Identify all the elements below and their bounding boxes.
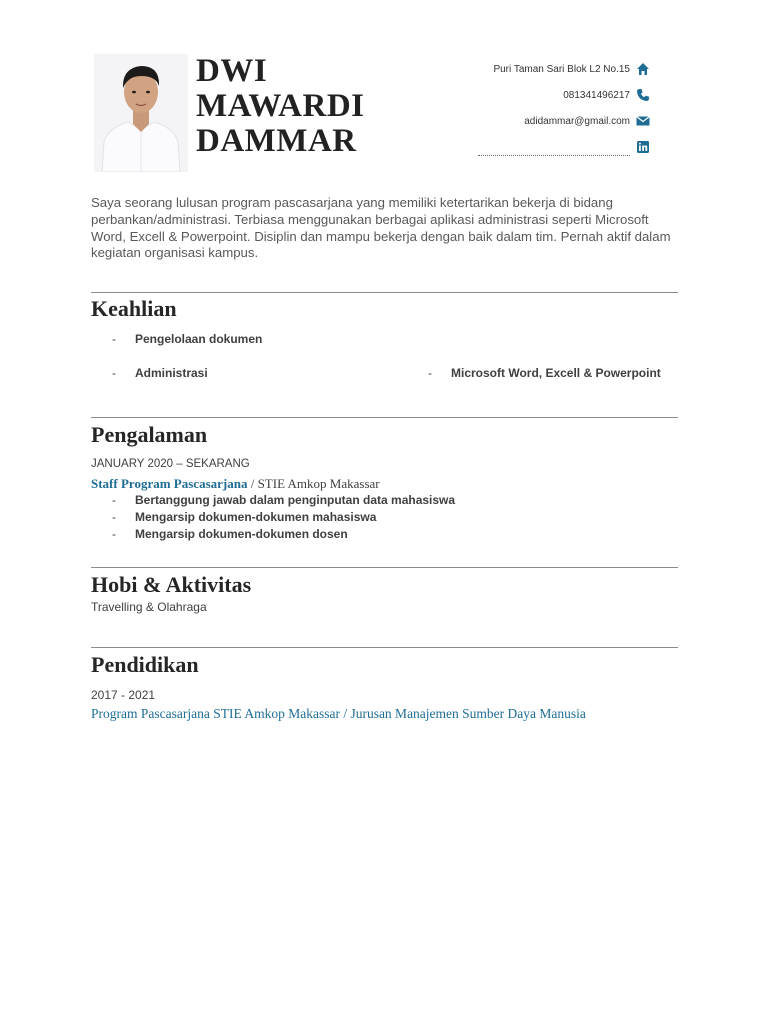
phone-icon <box>636 88 650 102</box>
list-item <box>112 527 455 544</box>
contact-phone <box>390 82 650 108</box>
job-duties <box>112 493 455 544</box>
job-title <box>91 476 380 492</box>
job-date: JANUARY 2020 – SEKARANG <box>91 458 250 470</box>
skill-label: Microsoft Word, Excell & Powerpoint <box>451 366 661 380</box>
job-organization: / STIE Amkop Makassar <box>247 476 380 491</box>
skill-item <box>428 366 661 380</box>
bullet-dash: - <box>112 527 116 541</box>
hobbies-heading: Hobi & Aktivitas <box>91 572 252 597</box>
education-years: 2017 - 2021 <box>91 688 156 702</box>
name-line: MAWARDI <box>196 88 365 124</box>
person-photo-icon <box>94 54 188 172</box>
skill-label: Administrasi <box>135 366 208 380</box>
home-icon <box>636 62 650 76</box>
contact-address <box>390 56 650 82</box>
bullet-dash: - <box>112 332 116 346</box>
profile-summary: Saya seorang lulusan program pascasarjana yang memiliki ketertarikan bekerja di bidang perbankan/administrasi. Terbiasa menggunakan berbagai aplikasi administrasi seperti Microsoft Word, Excell & Powerpoint. Disiplin dan mampu bekerja dengan baik dalam tim. Pernah aktif dalam kegiatan organisasi kampus. <box>91 195 671 261</box>
duty-text: Bertanggung jawab dalam penginputan data mahasiswa <box>135 493 456 507</box>
duty-text: Mengarsip dokumen-dokumen dosen <box>135 527 348 541</box>
linkedin-placeholder-line[interactable] <box>478 145 630 156</box>
name-line: DAMMAR <box>196 123 357 159</box>
list-item <box>112 493 455 510</box>
email-text[interactable]: adidammar@gmail.com <box>524 115 630 127</box>
skill-item <box>112 332 262 346</box>
linkedin-icon[interactable] <box>636 140 650 154</box>
education-program: Program Pascasarjana STIE Amkop Makassar / Jurusan Manajemen Sumber Daya Manusia <box>91 706 586 721</box>
section-divider <box>91 567 678 568</box>
job-role: Staff Program Pascasarjana <box>91 476 248 491</box>
education-heading: Pendidikan <box>91 652 199 677</box>
bullet-dash: - <box>112 493 116 507</box>
section-divider <box>91 417 678 418</box>
bullet-dash: - <box>428 366 432 380</box>
name-line: DWI <box>196 53 268 89</box>
bullet-dash: - <box>112 366 116 380</box>
contact-email <box>390 108 650 134</box>
skill-item <box>112 366 208 380</box>
hobbies-text: Travelling & Olahraga <box>91 600 207 614</box>
section-divider <box>91 292 678 293</box>
address-text: Puri Taman Sari Blok L2 No.15 <box>493 63 630 75</box>
skill-label: Pengelolaan dokumen <box>135 332 263 346</box>
profile-photo <box>94 54 188 172</box>
list-item <box>112 510 455 527</box>
skills-heading: Keahlian <box>91 296 177 321</box>
contact-block <box>390 56 650 160</box>
contact-linkedin <box>390 134 650 160</box>
candidate-name <box>196 54 365 159</box>
phone-text: 081341496217 <box>563 89 630 101</box>
experience-heading: Pengalaman <box>91 422 208 447</box>
duty-text: Mengarsip dokumen-dokumen mahasiswa <box>135 510 377 524</box>
section-divider <box>91 647 678 648</box>
bullet-dash: - <box>112 510 116 524</box>
email-icon <box>636 114 650 128</box>
